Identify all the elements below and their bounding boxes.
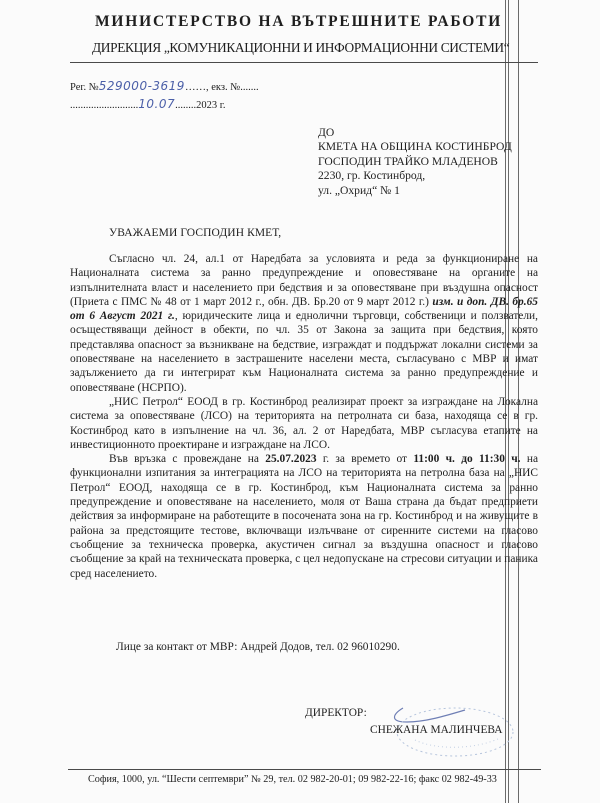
footer-address: София, 1000, ул. “Шести септември” № 29, тел. 02 982-20-01; 09 982-22-16; факс 02 982-49-33 [88,774,497,785]
addressee-line: 2230, гр. Костинброд, [318,169,426,183]
registration-number [70,79,259,93]
directorate-title: ДИРЕКЦИЯ „КОМУНИКАЦИОННИ И ИНФОРМАЦИОННИ СИСТЕМИ“ [92,40,510,55]
text: до [454,453,479,466]
signatory-title: ДИРЕКТОР: [305,707,367,719]
paragraph-project: „НИС Петрол“ ЕООД в гр. Костинброд реализират проект за изграждане на Локална система за оповестяване (ЛСО) на територията на петролната си база, находяща се в гр. Костинброд като в изпълнение на чл. 36, ал. 2 от Наредбата, МВР съгласува етапите на инвестиционното проектиране и изграждане на ЛСО. [70,395,538,451]
text: г. за времето от [316,453,414,466]
reg-suffix: ……, екз. №....... [184,82,259,93]
reg-number-handwritten: 529000-3619 [98,79,185,93]
signatory-name: СНЕЖАНА МАЛИНЧЕВА [370,724,503,736]
greeting: УВАЖАЕМИ ГОСПОДИН КМЕТ, [109,227,282,239]
addressee-line: ГОСПОДИН ТРАЙКО МЛАДЕНОВ [318,154,498,168]
amendment-reference: изм. и доп. ДВ. бр.65 от 6 Август 2021 г. [70,295,538,323]
ministry-title: МИНИСТЕРСТВО НА ВЪТРЕШНИТЕ РАБОТИ [95,13,503,30]
text: Във връзка с провеждане на [109,453,266,466]
letter-body [70,252,538,581]
test-date: 25.07.2023 [265,453,317,466]
addressee-line: ул. „Охрид“ № 1 [318,183,400,197]
date-handwritten: 10.07 [138,97,176,111]
paragraph-legal-basis [70,252,538,395]
text: на функционални изпитания за интеграцията на ЛСО на територията на петролна база на „НИС Петрол“ ЕООД, находяща се в гр. Костинброд, към Националната система за ранно предупреждение и оповестяване на населението, моля от Ваша страна да бъдат предприети действия за информиране на работещите в посочената зона на гр. Костинброд и на живущите в района за предстоящите тестове, включващи излъчване от сиренните системи на гласово съобщение за техническа проверка, акустичен сигнал за въздушна опасност и гласово съобщение за край на техническата проверка, с цел недопускане на стресови ситуации и паника сред населението. [70,453,538,580]
text: Съгласно чл. 24, ал.1 от Наредбата за условията и реда за функциониране на Националната система за ранно предупреждение и оповестяване на органите на изпълнителната власт и населението при бедствия и за оповестяване при въздушна опасност (Приета с ПМС № 48 от 1 март 2012 г., обн. ДВ. Бр.20 от 9 март 2012 г.) [70,253,538,308]
paragraph-request [70,452,538,581]
addressee-block [318,126,512,198]
end-time: 11:30 ч. [478,453,521,466]
contact-person: Лице за контакт от МВР: Андрей Додов, тел. 02 96010290. [116,641,400,653]
registration-date [70,97,225,111]
footer-divider [68,769,541,770]
start-time: 11:00 ч. [413,453,455,466]
header-divider [70,62,538,63]
text: , юридическите лица и еднолични търговци, собственици и ползватели, осъществяващи дейност в обекти, по чл. 35 от Закона за защита при бедствия, която представлява опасност за възникване на бедствие, изграждат и поддържат локални системи за оповестяване на населението в застрашените населени места, съгласувано с МВР и имат задължението да ги интегрират към Националната система за ранно предупреждение и оповестяване (НСРПО). [70,310,538,394]
date-year: ........2023 г. [175,100,226,111]
addressee-line: ДО [318,126,335,139]
addressee-line: КМЕТА НА ОБЩИНА КОСТИНБРОД [318,140,512,154]
reg-prefix: Рег. № [70,82,99,93]
date-dots: .......................... [70,100,139,111]
